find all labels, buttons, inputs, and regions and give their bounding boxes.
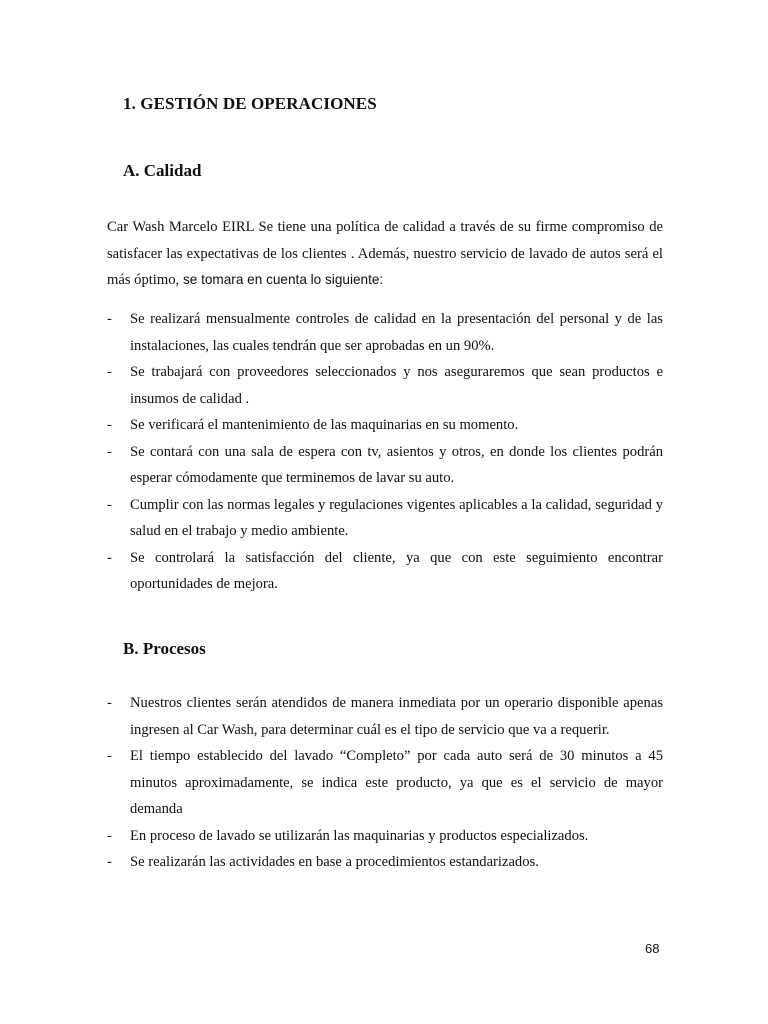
list-item [107, 823, 663, 850]
calidad-intro-tail: se tomara en cuenta lo siguiente: [179, 272, 384, 287]
bullet-dash: - [107, 695, 112, 711]
list-item-text: Nuestros clientes serán atendidos de manera inmediata por un operario disponible apenas ingresen al Car Wash, para determinar cuál es el tipo de servicio que va a requerir. [130, 695, 663, 738]
list-item-text: Cumplir con las normas legales y regulaciones vigentes aplicables a la calidad, seguridad y salud en el trabajo y medio ambiente. [130, 496, 663, 539]
bullet-dash: - [107, 549, 112, 566]
list-item [107, 412, 663, 439]
list-item [107, 849, 663, 876]
bullet-dash: - [107, 827, 112, 844]
bullet-dash: - [107, 443, 112, 460]
procesos-list [107, 690, 663, 876]
page-number: 68 [645, 941, 660, 956]
list-item [107, 439, 663, 492]
list-item-text: Se trabajará con proveedores seleccionados y nos aseguraremos que sean productos e insumos de calidad . [130, 364, 663, 407]
list-item-text: En proceso de lavado se utilizarán las maquinarias y productos especializados. [130, 827, 589, 844]
calidad-intro-paragraph [107, 214, 663, 294]
list-item [107, 306, 663, 359]
heading-procesos: B. Procesos [123, 639, 206, 658]
list-item-text: Se realizará mensualmente controles de calidad en la presentación del personal y de las instalaciones, las cuales tendrán que ser aprobadas en un 90%. [130, 311, 663, 354]
list-item-text: Se contará con una sala de espera con tv, asientos y otros, en donde los clientes podrán esperar cómodamente que terminemos de lavar su auto. [130, 443, 663, 486]
bullet-dash: - [107, 854, 112, 870]
bullet-dash: - [107, 364, 112, 380]
list-item-text: Se realizarán las actividades en base a procedimientos estandarizados. [130, 854, 539, 870]
list-item-text: El tiempo establecido del lavado “Completo” por cada auto será de 30 minutos a 45 minutos aproximadamente, se indica este producto, ya que es el servicio de mayor demanda [130, 748, 663, 817]
list-item [107, 492, 663, 545]
bullet-dash: - [107, 748, 112, 764]
bullet-dash: - [107, 417, 112, 433]
bullet-dash: - [107, 496, 112, 513]
list-item [107, 359, 663, 412]
list-item-text: Se verificará el mantenimiento de las maquinarias en su momento. [130, 417, 519, 433]
calidad-intro-text: Car Wash Marcelo EIRL Se tiene una política de calidad a través de su firme compromiso de satisfacer las expectativas de los clientes . Además, nuestro servicio de lavado de autos será el más óptimo, [107, 219, 663, 288]
bullet-dash: - [107, 311, 112, 327]
list-item [107, 690, 663, 743]
list-item [107, 545, 663, 598]
list-item-text: Se controlará la satisfacción del cliente, ya que con este seguimiento encontrar oportunidades de mejora. [130, 549, 663, 592]
section-title: 1. GESTIÓN DE OPERACIONES [123, 94, 377, 113]
heading-calidad: A. Calidad [123, 161, 202, 180]
calidad-list [107, 306, 663, 598]
list-item [107, 743, 663, 823]
